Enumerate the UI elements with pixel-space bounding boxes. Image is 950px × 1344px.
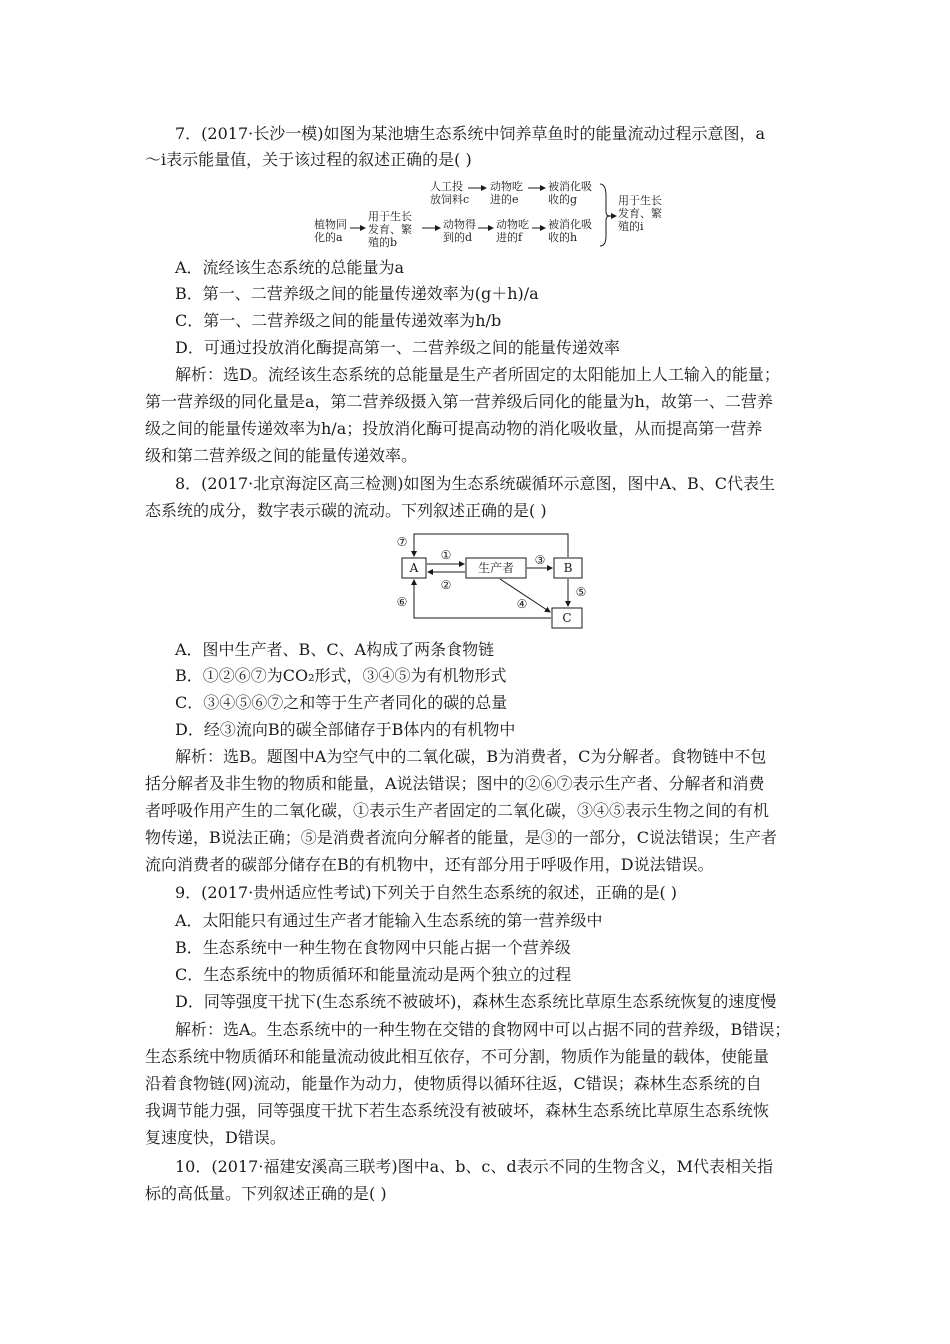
q7-answer-line2: 第一营养级的同化量是a，第二营养级摄入第一营养级后同化的能量为h，故第一、二营养: [145, 392, 773, 411]
q10-stem-line2: 标的高低量。下列叙述正确的是( ): [145, 1184, 387, 1203]
feed-label: 人工投: [430, 180, 463, 193]
q10-stem-line1: 10．(2017·福建安溪高三联考)图中a、b、c、d表示不同的生物含义，M代表相关指: [175, 1157, 774, 1176]
label-2: ②: [440, 578, 452, 592]
carbon-cycle-diagram: [390, 528, 600, 634]
svg-text:发育、繁: 发育、繁: [368, 223, 412, 236]
svg-text:殖的i: 殖的i: [618, 220, 644, 233]
svg-text:A: A: [409, 561, 419, 575]
q8-option-b: B．①②⑥⑦为CO₂形式，③④⑤为有机物形式: [175, 666, 507, 685]
label-1: ①: [440, 548, 452, 562]
q8-option-d: D．经③流向B的碳全部储存于B体内的有机物中: [175, 720, 516, 739]
q8-answer-line4: 物传递，B说法正确；⑤是消费者流向分解者的能量，是③的一部分，C说法错误；生产者: [145, 828, 778, 847]
q8-answer-line3: 者呼吸作用产生的二氧化碳，①表示生产者固定的二氧化碳，③④⑤表示生物之间的有机: [145, 801, 770, 820]
q7-option-b: B．第一、二营养级之间的能量传递效率为(g＋h)/a: [175, 284, 539, 303]
svg-text:发育、繁: 发育、繁: [618, 207, 662, 220]
eat-bot-label: 动物吃: [496, 218, 529, 231]
svg-text:化的a: 化的a: [314, 231, 343, 244]
q7-answer-line3: 级之间的能量传递效率为h/a；投放消化酶可提高动物的消化吸收量，从而提高第一营养: [145, 419, 763, 438]
q7-answer-line1: 解析：选D。流经该生态系统的总能量是生产者所固定的太阳能加上人工输入的能量；: [175, 365, 780, 384]
svg-text:进的e: 进的e: [490, 193, 519, 206]
q8-option-a: A．图中生产者、B、C、A构成了两条食物链: [175, 640, 495, 659]
q9-stem: 9．(2017·贵州适应性考试)下列关于自然生态系统的叙述，正确的是( ): [175, 883, 678, 902]
eat-top-label: 动物吃: [490, 180, 523, 193]
label-7: ⑦: [396, 535, 408, 549]
q8-answer-line5: 流向消费者的碳部分储存在B的有机物中，还有部分用于呼吸作用，D说法错误。: [145, 855, 714, 874]
q9-answer-line5: 复速度快，D错误。: [145, 1128, 286, 1147]
q7-answer-line4: 级和第二营养级之间的能量传递效率。: [145, 446, 418, 465]
q8-answer-line2: 括分解者及非生物的物质和能量，A说法错误；图中的②⑥⑦表示生产者、分解者和消费: [145, 774, 765, 793]
q7-stem-line2: ～i表示能量值，关于该过程的叙述正确的是( ): [145, 150, 472, 169]
svg-text:放饲料c: 放饲料c: [430, 193, 470, 206]
q9-answer-line1: 解析：选A。生态系统中的一种生物在交错的食物网中可以占据不同的营养级，B错误；: [175, 1020, 791, 1039]
svg-text:进的f: 进的f: [496, 231, 523, 244]
svg-text:C: C: [562, 611, 572, 625]
growth-i-label: 用于生长: [618, 194, 662, 207]
svg-text:生产者: 生产者: [477, 561, 515, 575]
q9-answer-line3: 沿着食物链(网)流动，能量作为动力，使物质得以循环往返，C错误；森林生态系统的自: [145, 1074, 762, 1093]
q7-option-a: A．流经该生态系统的总能量为a: [175, 258, 405, 277]
q8-answer-line1: 解析：选B。题图中A为空气中的二氧化碳，B为消费者，C为分解者。食物链中不包: [175, 747, 767, 766]
q8-option-c: C．③④⑤⑥⑦之和等于生产者同化的碳的总量: [175, 693, 508, 712]
digest-bot-label: 被消化吸: [548, 218, 592, 231]
q8-stem-line1: 8．(2017·北京海淀区高三检测)如图为生态系统碳循环示意图，图中A、B、C代表生: [175, 474, 776, 493]
label-3: ③: [534, 553, 546, 567]
digest-top-label: 被消化吸: [548, 180, 592, 193]
q9-option-c: C．生态系统中的物质循环和能量流动是两个独立的过程: [175, 965, 572, 984]
plant-label: 植物同: [314, 218, 347, 231]
label-4: ④: [516, 597, 528, 611]
q7-option-d: D．可通过投放消化酶提高第一、二营养级之间的能量传递效率: [175, 338, 620, 357]
svg-text:收的g: 收的g: [548, 193, 578, 206]
q7-option-c: C．第一、二营养级之间的能量传递效率为h/b: [175, 311, 502, 330]
q9-option-a: A．太阳能只有通过生产者才能输入生态系统的第一营养级中: [175, 911, 603, 930]
q9-answer-line4: 我调节能力强，同等强度干扰下若生态系统没有被破坏，森林生态系统比草原生态系统恢: [145, 1101, 770, 1120]
q8-stem-line2: 态系统的成分，数字表示碳的流动。下列叙述正确的是( ): [145, 501, 547, 520]
q7-stem-line1: 7．(2017·长沙一模)如图为某池塘生态系统中饲养草鱼时的能量流动过程示意图，a: [175, 124, 766, 143]
energy-flow-diagram: [300, 178, 700, 250]
growth-b-label: 用于生长: [368, 210, 412, 223]
svg-text:收的h: 收的h: [548, 231, 578, 244]
svg-text:殖的b: 殖的b: [368, 236, 398, 249]
get-label: 动物得: [443, 218, 476, 231]
svg-text:到的d: 到的d: [443, 231, 473, 244]
q9-option-d: D．同等强度干扰下(生态系统不被破坏)，森林生态系统比草原生态系统恢复的速度慢: [175, 992, 777, 1011]
label-5: ⑤: [575, 585, 587, 599]
svg-text:B: B: [563, 561, 573, 575]
q9-option-b: B．生态系统中一种生物在食物网中只能占据一个营养级: [175, 938, 571, 957]
label-6: ⑥: [396, 595, 408, 609]
q9-answer-line2: 生态系统中物质循环和能量流动彼此相互依存，不可分割，物质作为能量的载体，使能量: [145, 1047, 770, 1066]
